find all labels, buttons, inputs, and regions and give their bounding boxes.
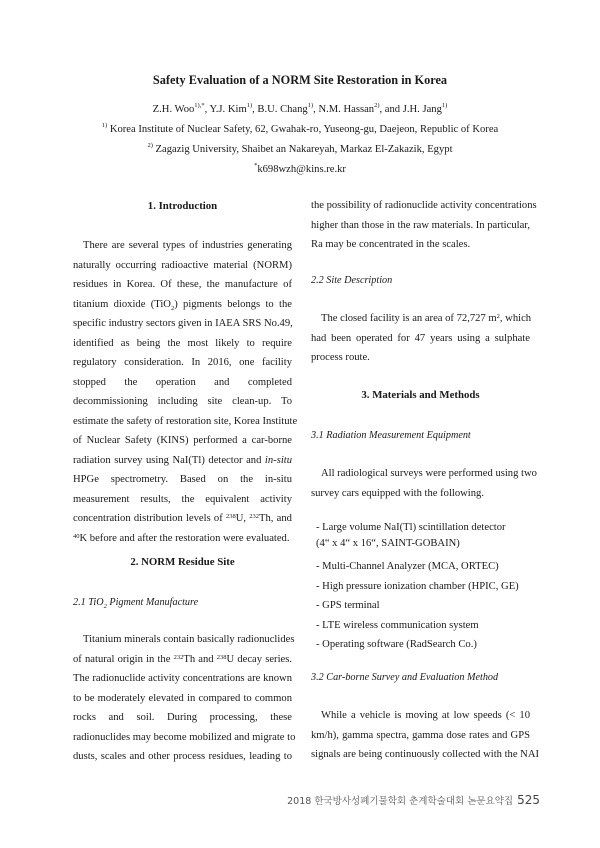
text-line: Ra may be concentrated in the scales. [311, 239, 471, 250]
section-heading-introduction: 1. Introduction [147, 200, 218, 212]
list-item: - Large volume NaI(Tl) scintillation detector [316, 522, 506, 533]
car-borne-paragraph [311, 706, 540, 765]
corresponding-email [0, 164, 600, 175]
introduction-paragraph [73, 236, 298, 548]
affiliation-text: Zagazig University, Shaibet an Nakareyah, Markaz El-Zakazik, Egypt [152, 144, 453, 155]
subsection-heading-car-borne: 3.2 Car-borne Survey and Evaluation Method [311, 672, 499, 683]
text-line: While a vehicle is moving at low speeds (< 10 [321, 710, 530, 721]
text-line: Titanium minerals contain basically radionuclides [83, 634, 295, 645]
author-affiliation-mark: 1) [307, 102, 314, 109]
author-affiliation-mark: 2) [374, 102, 380, 109]
author-affiliation-mark: 1) [441, 102, 448, 109]
text-line: radiation survey using NaI(Tl) detector and in-situ [73, 454, 292, 466]
footer-proceedings-title: 2018 한국방사성폐기물학회 춘계학술대회 논문요약집 [287, 796, 514, 807]
list-item: - Operating software (RadSearch Co.) [316, 639, 477, 650]
author-name: , and J.H. Jang [379, 104, 442, 115]
text-line: radionuclides may become mobilized and migrate to [73, 731, 296, 743]
author-name: Z.H. Woo [152, 104, 195, 115]
text-line: naturally occurring radioactive material (NORM) [73, 259, 292, 271]
text-line: regulatory consideration. In 2016, one facility [73, 357, 292, 368]
text-line: to be moderately elevated in compared to common [73, 692, 292, 704]
list-item: - LTE wireless communication system [316, 619, 479, 631]
affiliation-mark: 2) [147, 142, 153, 149]
text-line: measurement results, the equivalent activity [73, 493, 292, 505]
subsection-heading-site-description: 2.2 Site Description [311, 275, 393, 286]
text-line: HPGe spectrometry. Based on the in-situ [73, 474, 292, 485]
paper-title: Safety Evaluation of a NORM Site Restoration in Korea [152, 73, 448, 87]
author-affiliation-mark: 1) [246, 102, 253, 109]
list-item: - Multi-Channel Analyzer (MCA, ORTEC) [316, 561, 499, 572]
affiliation-2 [0, 144, 600, 155]
text-line: process route. [311, 352, 370, 363]
author-name: , B.U. Chang [252, 104, 308, 115]
text-line: signals are being continuously collected with the NAI [311, 749, 540, 760]
text-line: had been operated for 47 years using a sulphate [311, 332, 530, 344]
page-number: 525 [517, 793, 540, 807]
text-line: km/h), gamma spectra, gamma dose rates and GPS [311, 729, 530, 741]
tio2-paragraph [73, 630, 296, 767]
text-line: titanium dioxide (TiO$_2$) pigments belongs to the [73, 298, 292, 312]
author-name: , Y.J. Kim [204, 104, 247, 115]
author-list [0, 104, 600, 115]
list-item: (4“ x 4“ x 16“, SAINT-GOBAIN) [316, 538, 460, 549]
section-heading-norm-residue-site: 2. NORM Residue Site [130, 556, 235, 568]
text-line: rocks and soil. During processing, these [73, 712, 292, 723]
text-line: of natural origin in the $^{232}$Th and $^{238}$U decay series. [73, 653, 292, 665]
site-paragraph [311, 309, 530, 368]
text-line: the possibility of radionuclide activity concentrations [311, 200, 537, 211]
text-line: $^{40}$K before and after the restoration were evaluated. [73, 532, 290, 544]
text-line: dusts, scales and other process residues, leading to [73, 751, 292, 762]
subsection-heading-tio2: 2.1 TiO$_2$ Pigment Manufacture [73, 597, 199, 611]
text-line: specific industry sectors given in IAEA SRS No.49, [73, 318, 293, 329]
equipment-paragraph [311, 464, 537, 503]
text-line: estimate the safety of restoration site, Korea Institute [73, 415, 298, 427]
affiliation-mark: 1) [101, 122, 108, 129]
text-line: The closed facility is an area of 72,727 $m^2$, which [321, 313, 532, 324]
text-line: The radionuclide activity concentrations are known [73, 673, 292, 684]
page-footer [287, 793, 540, 807]
section-heading-materials-methods: 3. Materials and Methods [361, 389, 480, 401]
email-text: k698wzh@kins.re.kr [257, 164, 346, 175]
text-line: decommissioning including site clean-up. To [73, 396, 292, 407]
text-line: identified as being the most likely to require [73, 337, 292, 349]
subsection-heading-equipment: 3.1 Radiation Measurement Equipment [311, 430, 471, 441]
affiliation-text: Korea Institute of Nuclear Safety, 62, Gwahak-ro, Yuseong-gu, Daejeon, Republic of Korea [107, 124, 499, 135]
text-line: higher than those in the raw materials. In particular, [311, 219, 531, 231]
text-line: survey cars equipped with the following. [311, 487, 484, 499]
author-name: , N.M. Hassan [313, 104, 375, 115]
affiliation-1 [0, 124, 600, 135]
list-item: - GPS terminal [316, 600, 380, 611]
continued-paragraph [311, 196, 537, 255]
text-line: residues in Korea. Of these, the manufacture of [73, 279, 292, 290]
text-line: of Nuclear Safety (KINS) performed a car-borne [73, 435, 292, 446]
text-line: concentration distribution levels of $^{238}$U, $^{232}$Th, and [73, 513, 292, 524]
corresponding-mark: * [254, 162, 258, 169]
text-line: There are several types of industries generating [83, 240, 292, 251]
author-affiliation-mark: 1),* [194, 102, 205, 109]
equipment-list [316, 520, 530, 655]
text-line: stopped the operation and completed [73, 376, 292, 388]
list-item: - High pressure ionization chamber (HPIC, GE) [316, 580, 519, 592]
text-line: All radiological surveys were performed using two [321, 468, 537, 479]
